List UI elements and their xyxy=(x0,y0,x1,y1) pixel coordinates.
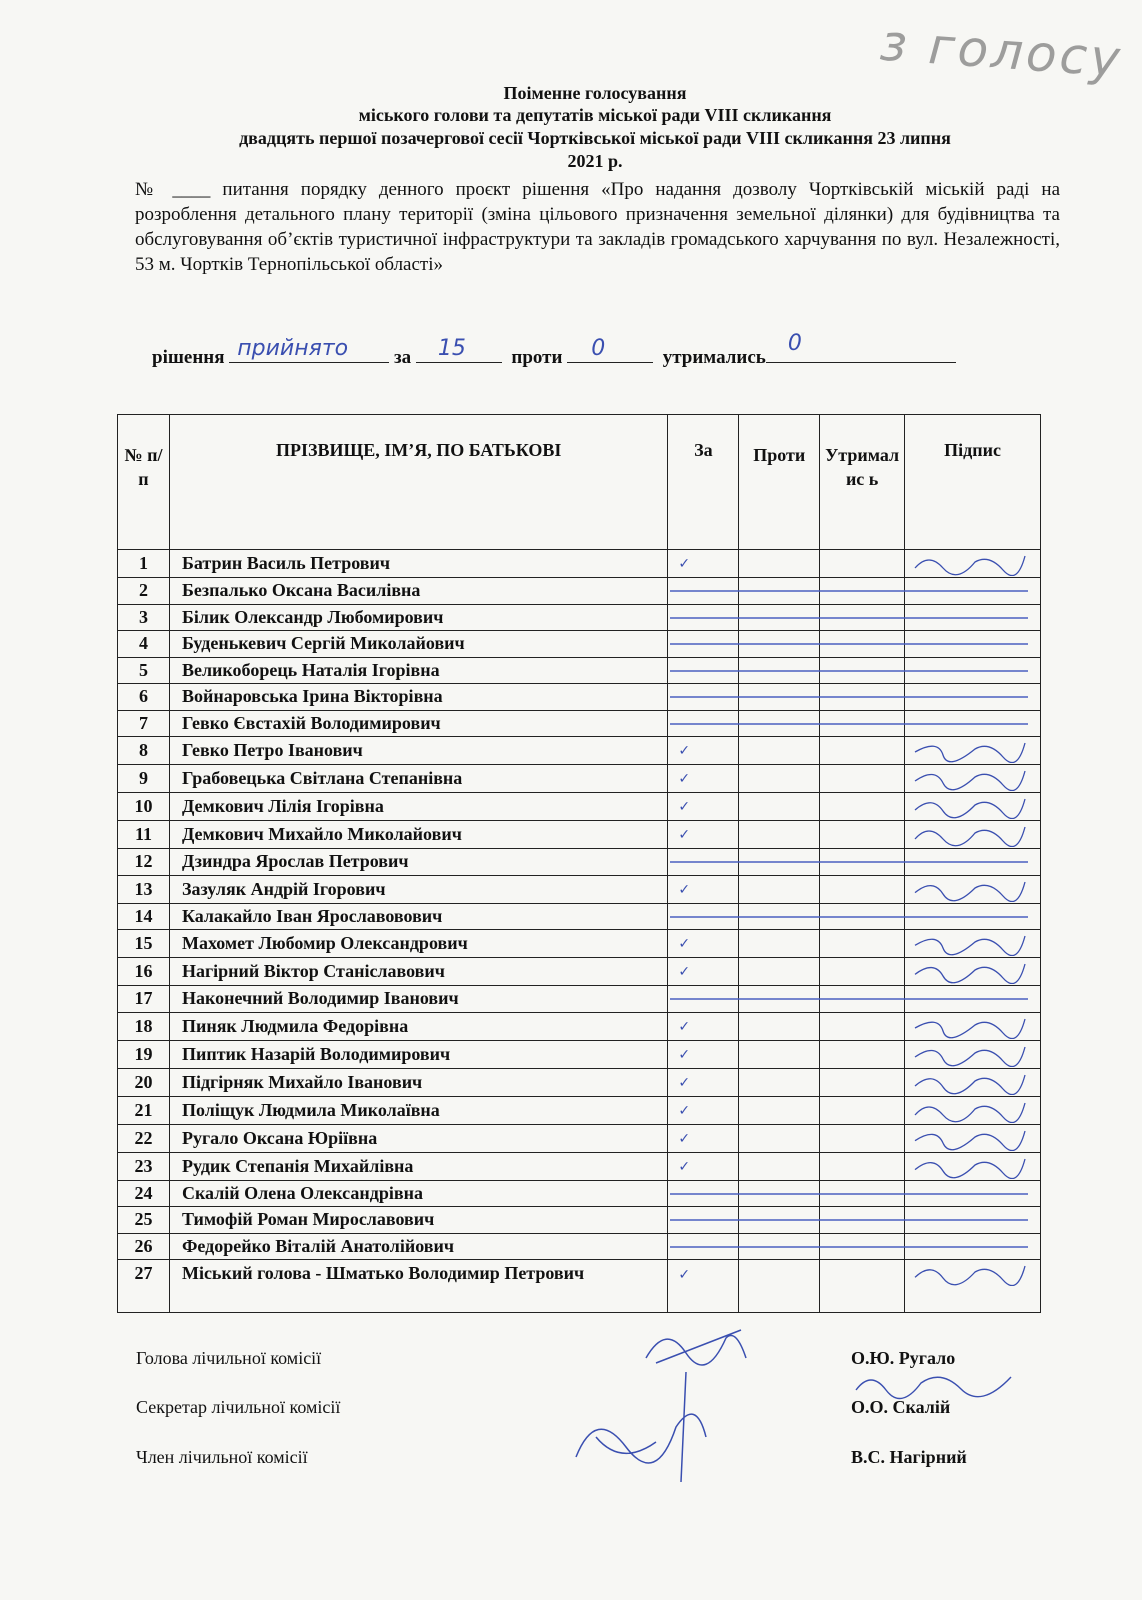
member-name: В.С. Нагірний xyxy=(851,1447,967,1467)
signature-cell xyxy=(905,1096,1041,1124)
vote-for-cell xyxy=(668,578,739,605)
vote-abstained-cell xyxy=(820,1012,905,1040)
vote-against-cell xyxy=(739,1152,820,1180)
header-for: За xyxy=(668,415,739,550)
vote-for-cell xyxy=(668,737,739,765)
check-mark-icon: ✓ xyxy=(678,556,691,572)
vote-for-cell xyxy=(668,604,739,631)
secretary-signature xyxy=(851,1365,1021,1400)
signature-cell xyxy=(905,986,1041,1013)
signature-cell xyxy=(905,684,1041,711)
check-mark-icon: ✓ xyxy=(678,1267,691,1283)
member-name: Міський голова - Шматько Володимир Петрович xyxy=(169,1260,667,1313)
check-mark-icon: ✓ xyxy=(678,827,691,843)
row-number: 8 xyxy=(118,737,170,765)
row-number: 4 xyxy=(118,631,170,658)
vote-abstained-cell xyxy=(820,1124,905,1152)
vote-for-cell xyxy=(668,1152,739,1180)
abstained-field xyxy=(766,331,956,363)
check-mark-icon: ✓ xyxy=(678,1074,691,1091)
signature-cell xyxy=(905,1152,1041,1180)
roll-call-table xyxy=(117,414,1041,1313)
row-number: 26 xyxy=(118,1233,170,1260)
for-label: за xyxy=(394,347,412,368)
signature-cell xyxy=(905,1040,1041,1068)
decision-label: рішення xyxy=(152,347,225,368)
vote-against-cell xyxy=(739,1040,820,1068)
header-signature: Підпис xyxy=(905,415,1041,550)
check-mark-icon: ✓ xyxy=(678,743,691,759)
vote-for-cell xyxy=(668,765,739,793)
vote-for-cell xyxy=(668,1040,739,1068)
signature-cell xyxy=(905,1012,1041,1040)
vote-for-cell xyxy=(668,631,739,658)
document-subtitle: міського голови та депутатів міської ради VIII скликання xyxy=(358,105,832,125)
member-name: Зазуляк Андрій Ігорович xyxy=(169,875,667,903)
member-role: Член лічильної комісії xyxy=(136,1447,308,1467)
member-name: Тимофій Роман Мирославович xyxy=(169,1207,667,1234)
table-row xyxy=(118,821,1041,849)
vote-against-cell xyxy=(739,1260,820,1313)
row-number: 3 xyxy=(118,604,170,631)
member-name: Батрин Василь Петрович xyxy=(169,550,667,578)
table-row xyxy=(118,657,1041,684)
member-name: Пиняк Людмила Федорівна xyxy=(169,1012,667,1040)
vote-for-cell xyxy=(668,1012,739,1040)
signature-cell xyxy=(905,903,1041,930)
vote-against-cell xyxy=(739,1124,820,1152)
row-number: 11 xyxy=(118,821,170,849)
vote-against-cell xyxy=(739,765,820,793)
vote-for-cell xyxy=(668,875,739,903)
table-row xyxy=(118,1152,1041,1180)
check-mark-icon: ✓ xyxy=(678,881,691,898)
row-number: 19 xyxy=(118,1040,170,1068)
member-signature xyxy=(909,765,1029,791)
vote-against-cell xyxy=(739,958,820,986)
member-signature xyxy=(909,1097,1029,1123)
vote-for-cell xyxy=(668,903,739,930)
vote-for-cell xyxy=(668,1124,739,1152)
vote-for-cell xyxy=(668,684,739,711)
table-row xyxy=(118,986,1041,1013)
table-row xyxy=(118,550,1041,578)
vote-against-cell xyxy=(739,821,820,849)
vote-against-cell xyxy=(739,930,820,958)
table-row xyxy=(118,849,1041,876)
vote-for-cell xyxy=(668,1180,739,1207)
table-header-row xyxy=(118,415,1041,550)
signature-cell xyxy=(905,1068,1041,1096)
signature-cell xyxy=(905,958,1041,986)
signature-cell xyxy=(905,875,1041,903)
vote-against-cell xyxy=(739,1068,820,1096)
table-row xyxy=(118,765,1041,793)
signature-cell xyxy=(905,1180,1041,1207)
signature-cell xyxy=(905,710,1041,737)
against-label: проти xyxy=(511,347,563,368)
signature-cell xyxy=(905,849,1041,876)
vote-for-cell xyxy=(668,986,739,1013)
vote-against-cell xyxy=(739,1012,820,1040)
document-title: Поіменне голосування xyxy=(503,83,687,103)
vote-abstained-cell xyxy=(820,1040,905,1068)
signature-cell xyxy=(905,793,1041,821)
table-row xyxy=(118,710,1041,737)
vote-for-cell xyxy=(668,657,739,684)
check-mark-icon: ✓ xyxy=(678,1158,691,1175)
table-row xyxy=(118,1207,1041,1234)
member-name: Ругало Оксана Юріївна xyxy=(169,1124,667,1152)
vote-for-cell xyxy=(668,821,739,849)
header-name: ПРІЗВИЩЕ, ІМ’Я, ПО БАТЬКОВІ xyxy=(169,415,667,550)
row-number: 24 xyxy=(118,1180,170,1207)
abstained-label: утримались xyxy=(662,347,766,368)
member-name: Федорейко Віталій Анатолійович xyxy=(169,1233,667,1260)
row-number: 10 xyxy=(118,793,170,821)
row-number: 18 xyxy=(118,1012,170,1040)
member-signature xyxy=(909,1125,1029,1151)
member-signature xyxy=(909,821,1029,847)
member-signature xyxy=(909,930,1029,956)
secretary-name: О.О. Скалій xyxy=(851,1397,951,1417)
member-name: Грабовецька Світлана Степанівна xyxy=(169,765,667,793)
vote-for-cell xyxy=(668,710,739,737)
vote-for-cell xyxy=(668,793,739,821)
member-name: Великоборець Наталія Ігорівна xyxy=(169,657,667,684)
member-name: Поліщук Людмила Миколаївна xyxy=(169,1096,667,1124)
vote-for-cell xyxy=(668,1233,739,1260)
member-name: Гевко Петро Іванович xyxy=(169,737,667,765)
member-name: Буденькевич Сергій Миколайович xyxy=(169,631,667,658)
member-signature xyxy=(909,1041,1029,1067)
check-mark-icon: ✓ xyxy=(678,1130,691,1147)
signature-cell xyxy=(905,821,1041,849)
vote-abstained-cell xyxy=(820,765,905,793)
member-signature xyxy=(909,958,1029,984)
table-row xyxy=(118,631,1041,658)
table-row xyxy=(118,1260,1041,1313)
against-value: 0 xyxy=(591,336,606,361)
member-name: Демкович Михайло Миколайович xyxy=(169,821,667,849)
vote-for-cell xyxy=(668,550,739,578)
member-name: Наконечний Володимир Іванович xyxy=(169,986,667,1013)
for-field xyxy=(416,336,502,363)
vote-abstained-cell xyxy=(820,930,905,958)
member-name: Скалій Олена Олександрівна xyxy=(169,1180,667,1207)
signature-cell xyxy=(905,578,1041,605)
member-name: Махомет Любомир Олександрович xyxy=(169,930,667,958)
signature-cell xyxy=(905,604,1041,631)
vote-against-cell xyxy=(739,1096,820,1124)
abstained-value: 0 xyxy=(787,331,802,356)
vote-abstained-cell xyxy=(820,875,905,903)
signature-cell xyxy=(905,550,1041,578)
member-name: Рудик Степанія Михайлівна xyxy=(169,1152,667,1180)
row-number: 15 xyxy=(118,930,170,958)
member-name: Пиптик Назарій Володимирович xyxy=(169,1040,667,1068)
row-number: 17 xyxy=(118,986,170,1013)
table-row xyxy=(118,903,1041,930)
vote-against-cell xyxy=(739,793,820,821)
member-signature xyxy=(566,1367,716,1487)
signature-cell xyxy=(905,631,1041,658)
table-row xyxy=(118,1068,1041,1096)
check-mark-icon: ✓ xyxy=(678,771,691,787)
agenda-question: № ____ питання порядку денного проєкт рішення «Про надання дозволу Чортківській міській раді на розроблення детального плану території (зміна цільового призначення земельної ділянки) для будівництва та обслуговування об’єктів туристичної інфраструктури та закладів громадського харчування по вул. Незалежності, 53 м. Чортків Тернопільської області» xyxy=(135,179,1060,275)
handwritten-corner-note: з голосу xyxy=(878,13,1125,89)
member-signature xyxy=(909,1069,1029,1095)
member-name: Нагірний Віктор Станіславович xyxy=(169,958,667,986)
row-number: 13 xyxy=(118,875,170,903)
for-value: 15 xyxy=(437,336,466,361)
chair-name: О.Ю. Ругало xyxy=(851,1348,956,1368)
member-name: Підгірняк Михайло Іванович xyxy=(169,1068,667,1096)
vote-against-cell xyxy=(739,550,820,578)
signature-cell xyxy=(905,657,1041,684)
member-signature xyxy=(909,1153,1029,1179)
check-mark-icon: ✓ xyxy=(678,964,691,980)
vote-against-cell xyxy=(739,875,820,903)
signature-cell xyxy=(905,1233,1041,1260)
row-number: 6 xyxy=(118,684,170,711)
member-name: Дзиндра Ярослав Петрович xyxy=(169,849,667,876)
table-row xyxy=(118,1180,1041,1207)
member-signature xyxy=(909,876,1029,902)
vote-for-cell xyxy=(668,930,739,958)
vote-abstained-cell xyxy=(820,1096,905,1124)
row-number: 21 xyxy=(118,1096,170,1124)
chair-role: Голова лічильної комісії xyxy=(136,1348,322,1368)
table-row xyxy=(118,930,1041,958)
vote-abstained-cell xyxy=(820,958,905,986)
member-name: Войнаровська Ірина Вікторівна xyxy=(169,684,667,711)
row-number: 12 xyxy=(118,849,170,876)
table-row xyxy=(118,1233,1041,1260)
table-row xyxy=(118,793,1041,821)
member-name: Демкович Лілія Ігорівна xyxy=(169,793,667,821)
member-signature xyxy=(909,793,1029,819)
header-against: Проти xyxy=(739,415,820,550)
member-name: Калакайло Іван Ярославовович xyxy=(169,903,667,930)
row-number: 22 xyxy=(118,1124,170,1152)
vote-abstained-cell xyxy=(820,1152,905,1180)
row-number: 2 xyxy=(118,578,170,605)
vote-abstained-cell xyxy=(820,1260,905,1313)
table-row xyxy=(118,1096,1041,1124)
vote-for-cell xyxy=(668,1207,739,1234)
member-signature xyxy=(909,1013,1029,1039)
session-line: двадцять першої позачергової сесії Чортківської міської ради VIII скликання 23 липня xyxy=(239,128,951,148)
table-row xyxy=(118,737,1041,765)
vote-against-cell xyxy=(739,737,820,765)
vote-for-cell xyxy=(668,849,739,876)
table-row xyxy=(118,684,1041,711)
vote-abstained-cell xyxy=(820,1068,905,1096)
header-abstained: Утрималис ь xyxy=(820,415,905,550)
row-number: 14 xyxy=(118,903,170,930)
decision-field xyxy=(229,336,389,363)
signature-cell xyxy=(905,737,1041,765)
secretary-role: Секретар лічильної комісії xyxy=(136,1397,341,1417)
table-row xyxy=(118,1040,1041,1068)
check-mark-icon: ✓ xyxy=(678,936,691,952)
table-row xyxy=(118,875,1041,903)
row-number: 5 xyxy=(118,657,170,684)
vote-abstained-cell xyxy=(820,793,905,821)
signature-cell xyxy=(905,1207,1041,1234)
row-number: 7 xyxy=(118,710,170,737)
table-row xyxy=(118,604,1041,631)
against-field xyxy=(567,336,653,363)
check-mark-icon: ✓ xyxy=(678,1018,691,1035)
check-mark-icon: ✓ xyxy=(678,799,691,815)
row-number: 27 xyxy=(118,1260,170,1313)
row-number: 25 xyxy=(118,1207,170,1234)
table-row xyxy=(118,578,1041,605)
row-number: 23 xyxy=(118,1152,170,1180)
member-signature xyxy=(909,1260,1029,1286)
vote-abstained-cell xyxy=(820,821,905,849)
signature-cell xyxy=(905,765,1041,793)
check-mark-icon: ✓ xyxy=(678,1102,691,1119)
vote-abstained-cell xyxy=(820,737,905,765)
vote-for-cell xyxy=(668,958,739,986)
vote-abstained-cell xyxy=(820,550,905,578)
header-number: № п/п xyxy=(118,415,170,550)
check-mark-icon: ✓ xyxy=(678,1046,691,1063)
table-row xyxy=(118,1124,1041,1152)
row-number: 1 xyxy=(118,550,170,578)
vote-for-cell xyxy=(668,1096,739,1124)
row-number: 9 xyxy=(118,765,170,793)
table-row xyxy=(118,1012,1041,1040)
table-row xyxy=(118,958,1041,986)
member-name: Білик Олександр Любомирович xyxy=(169,604,667,631)
row-number: 16 xyxy=(118,958,170,986)
member-name: Гевко Євстахій Володимирович xyxy=(169,710,667,737)
signature-cell xyxy=(905,930,1041,958)
signature-cell xyxy=(905,1260,1041,1313)
member-name: Безпалько Оксана Василівна xyxy=(169,578,667,605)
row-number: 20 xyxy=(118,1068,170,1096)
session-year: 2021 р. xyxy=(567,151,623,171)
member-signature xyxy=(909,737,1029,763)
vote-for-cell xyxy=(668,1068,739,1096)
decision-summary xyxy=(152,331,1052,369)
member-signature xyxy=(909,550,1029,576)
signature-cell xyxy=(905,1124,1041,1152)
vote-for-cell xyxy=(668,1260,739,1313)
decision-value: прийнято xyxy=(237,336,349,361)
